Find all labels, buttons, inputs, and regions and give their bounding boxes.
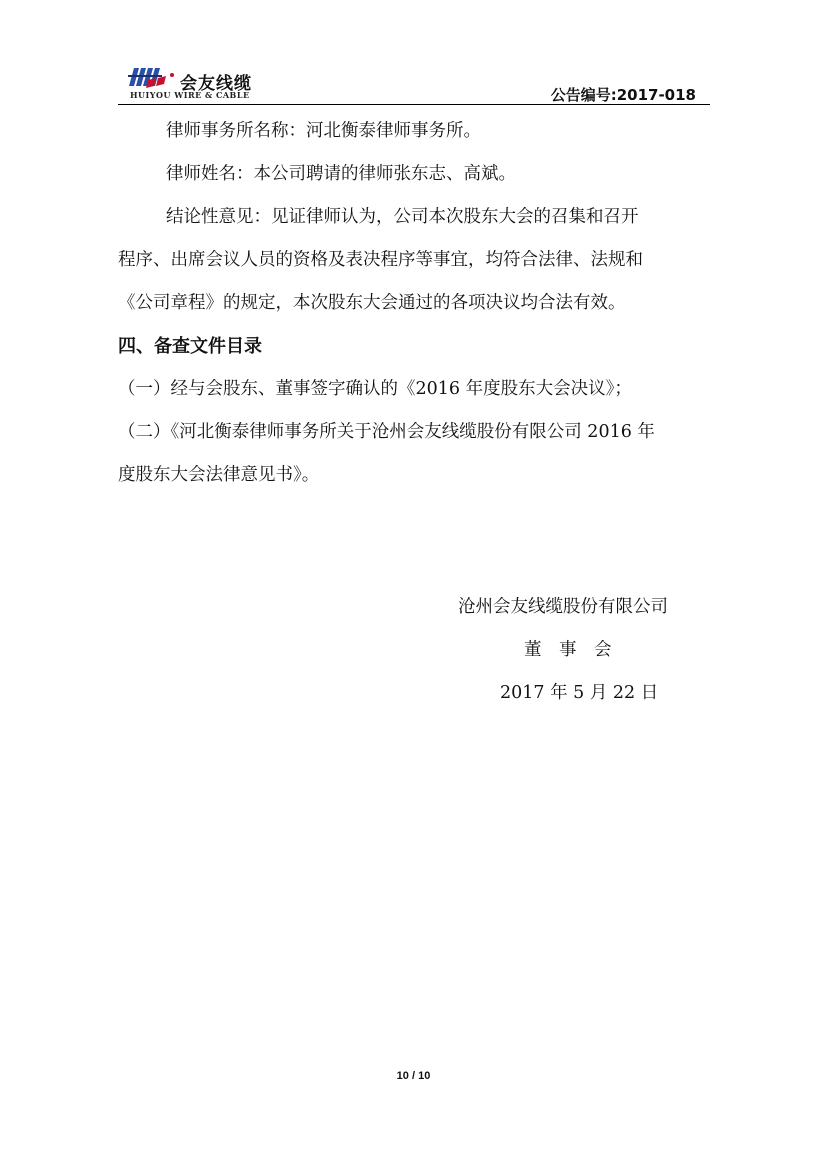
company-logo	[128, 66, 288, 100]
signing-board: 董 事 会	[524, 640, 612, 660]
lawyer-names-paragraph: 律师姓名：本公司聘请的律师张东志、高斌。	[166, 164, 516, 184]
reference-item-2: （二）《河北衡泰律师事务所关于沧州会友线缆股份有限公司 2016 年	[118, 422, 655, 442]
signing-date: 2017 年 5 月 22 日	[500, 683, 659, 703]
page-number: 10 / 10	[396, 1070, 431, 1082]
conclusion-paragraph-line: 程序、出席会议人员的资格及表决程序等事宜，均符合法律、法规和	[118, 250, 643, 270]
law-firm-paragraph: 律师事务所名称：河北衡泰律师事务所。	[166, 121, 481, 141]
notice-number: 公告编号:2017-018	[550, 86, 696, 104]
logo-chinese-name: 会友线缆	[180, 74, 252, 94]
reference-item-1: （一）经与会股东、董事签字确认的《2016 年度股东大会决议》；	[118, 379, 632, 399]
logo-mark-icon	[128, 66, 178, 90]
header-divider	[118, 104, 710, 105]
document-body	[118, 110, 718, 497]
reference-item-2-continued: 度股东大会法律意见书》。	[118, 465, 320, 485]
logo-english-name: HUIYOU WIRE & CABLE	[130, 90, 250, 100]
signing-company: 沧州会友线缆股份有限公司	[458, 597, 668, 617]
page-header	[118, 62, 710, 106]
section-heading: 四、备查文件目录	[118, 336, 262, 357]
conclusion-paragraph-line: 《公司章程》的规定，本次股东大会通过的各项决议均合法有效。	[118, 293, 626, 313]
conclusion-paragraph-line: 结论性意见：见证律师认为，公司本次股东大会的召集和召开	[166, 207, 639, 227]
